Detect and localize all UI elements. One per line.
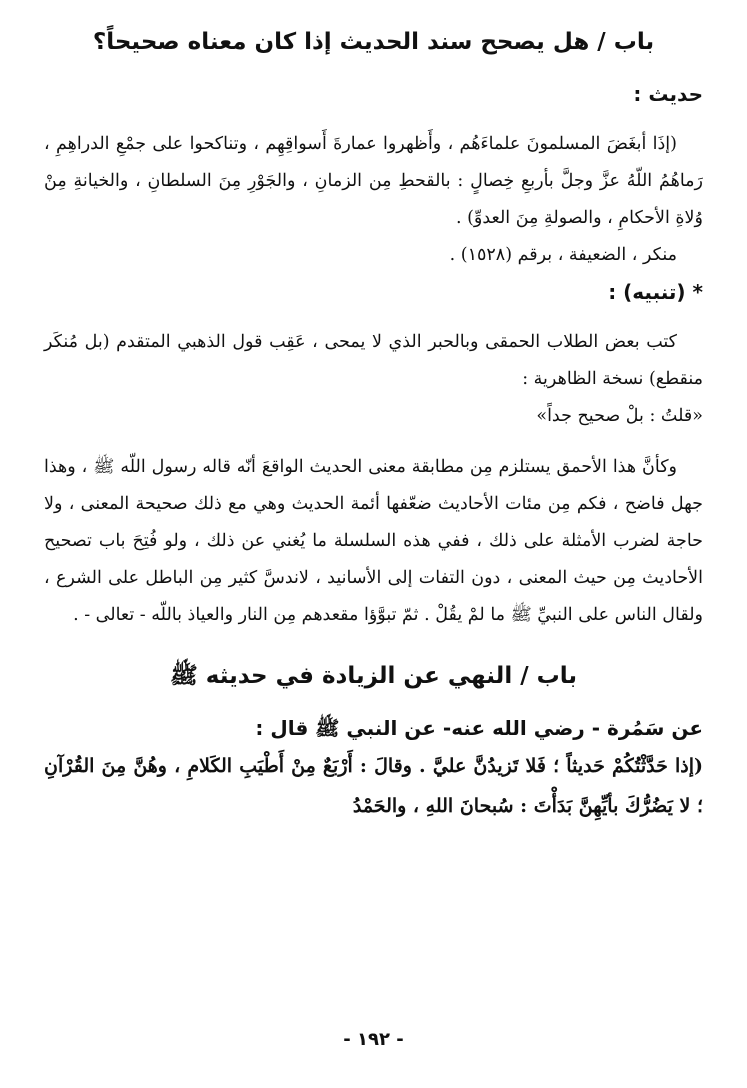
page-number: - ١٩٢ -: [343, 1029, 404, 1050]
section-title-validity: باب / هل يصحح سند الحديث إذا كان معناه صحيحاً؟: [92, 29, 655, 55]
note-label: (تنبيه) :: [608, 280, 686, 304]
quoted-annotation: «قلتُ : بلْ صحيح جداً»: [536, 406, 703, 426]
hadith-label: حديث :: [633, 82, 703, 106]
commentary-paragraph: وكأنَّ هذا الأحمق يستلزم مِن مطابقة معنى الحديث الواقعَ أنّه قاله رسول اللّه ﷺ ، وهذا جهل فاضح ، فكم مِن مئات الأحاديث ضعّفها أئمة الحديث وهي مع ذلك صحيحة المعنى ، ولا حاجة لضرب الأمثلة على ذلك ، ففي هذه السلسلة ما يُغني عن ذلك ، ولو فُتِحَ باب تصحيح الأحاديث مِن حيث المعنى ، دون التفات إلى الأسانيد ، لاندسَّ كثير مِن الباطل على الشرع ، ولقال الناس على النبيِّ ﷺ ما لمْ يقُلْ . ثمّ تبوَّؤا مقعدهم مِن النار والعياذ باللّه - تعالى - .: [44, 457, 703, 625]
note-heading: [44, 274, 703, 310]
asterisk-icon: *: [692, 280, 703, 304]
section-title-prohibition: باب / النهي عن الزيادة في حديثه ﷺ: [169, 663, 578, 689]
second-hadith-text: (إذا حَدَّثْتُكُمْ حَديثاً ؛ فَلا تَزيدُنَّ عليَّ . وقالَ : أَرْبَعٌ مِنْ أَطْيَبِ الكَلامِ ، وهُنَّ مِنَ القُرْآنِ ؛ لا يَضُرُّكَ بأيِّهِنَّ بَدَأْتَ : سُبحانَ اللهِ ، والحَمْدُ: [44, 755, 703, 817]
narration-chain: عن سَمُرة - رضي الله عنه- عن النبي ﷺ قال :: [255, 716, 703, 740]
hadith-grading: منكر ، الضعيفة ، برقم (١٥٢٨) .: [449, 245, 677, 265]
hadith-text: (إذَا أبغَضَ المسلمونَ علماءَهُم ، وأَظهروا عمارةَ أَسواقِهِم ، وتناكحوا على جمْعِ الدراهِمِ ، رَماهُمُ اللّهُ عزَّ وجلَّ بأربعِ خِصالٍ : بالقحطِ مِن الزمانِ ، والجَوْرِ مِنَ السلطانِ ، والخيانةِ مِنْ وُلاةِ الأحكامِ ، والصولةِ مِنَ العدوِّ) .: [44, 134, 703, 228]
note-text: كتب بعض الطلاب الحمقى وبالحبر الذي لا يمحى ، عَقِب قول الذهبي المتقدم (بل مُنكَر منقطع) نسخة الظاهرية :: [44, 332, 703, 389]
document-page: [44, 22, 703, 1064]
